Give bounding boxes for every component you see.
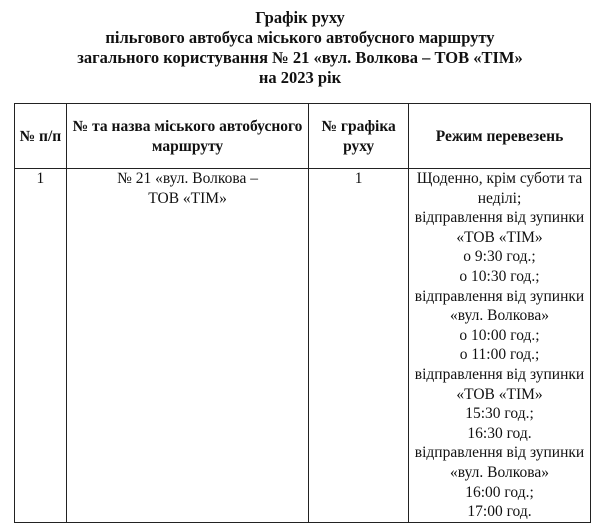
header-schedule-line: графіка: [340, 118, 396, 136]
mode-line: неділі;: [477, 189, 522, 207]
mode-line: відправлення від зупинки: [414, 287, 585, 305]
title-line-3: загального користування № 21 «вул. Волкова – ТОВ «ТІМ»: [77, 48, 523, 67]
cell-number: [15, 169, 67, 523]
header-route-line: № та назва міського: [72, 118, 216, 136]
mode-line: відправлення від зупинки: [414, 209, 585, 227]
cell-mode: [409, 169, 591, 523]
title-line-1: Графік руху: [255, 8, 345, 27]
mode-line: о 11:00 год.;: [459, 346, 540, 364]
mode-line: «ТОВ «ТІМ»: [456, 385, 543, 403]
route-line: ТОВ «ТІМ»: [148, 189, 227, 207]
header-schedule-line: №: [321, 118, 338, 136]
schedule-number: 1: [354, 170, 363, 187]
table-row: [15, 169, 591, 523]
header-route-line: автобусного маршруту: [151, 118, 303, 155]
mode-line: 15:30 год.;: [465, 405, 534, 423]
schedule-table: [14, 103, 591, 523]
header-number-line: п/п: [39, 128, 62, 146]
mode-line: о 9:30 год.;: [463, 248, 536, 266]
row-number: 1: [36, 170, 45, 187]
header-route: [66, 104, 308, 169]
header-number: [15, 104, 67, 169]
mode-line: 16:00 год.;: [465, 483, 534, 501]
header-mode: [409, 104, 591, 169]
route-line: № 21 «вул. Волкова –: [117, 170, 258, 187]
mode-line: «вул. Волкова»: [450, 463, 549, 481]
table-header-row: [15, 104, 591, 169]
mode-line: о 10:30 год.;: [459, 267, 540, 285]
mode-line: 17:00 год.: [467, 503, 532, 521]
mode-line: відправлення від зупинки: [414, 365, 585, 383]
mode-line: Щоденно, крім суботи та: [416, 170, 583, 187]
header-schedule-no: [309, 104, 409, 169]
mode-line: о 10:00 год.;: [459, 326, 540, 344]
header-mode-line: Режим перевезень: [435, 128, 564, 146]
mode-line: 16:30 год.: [467, 424, 532, 442]
document-title: [0, 8, 600, 88]
mode-line: відправлення від зупинки: [414, 444, 585, 462]
title-line-4: на 2023 рік: [258, 68, 342, 87]
mode-line: «ТОВ «ТІМ»: [456, 228, 543, 246]
header-schedule-line: руху: [343, 138, 375, 155]
title-line-2: пільгового автобуса міського автобусного маршруту: [105, 28, 495, 47]
header-number-line: №: [19, 128, 36, 146]
mode-line: «вул. Волкова»: [450, 307, 549, 325]
cell-schedule-no: [309, 169, 409, 523]
cell-route: [66, 169, 308, 523]
